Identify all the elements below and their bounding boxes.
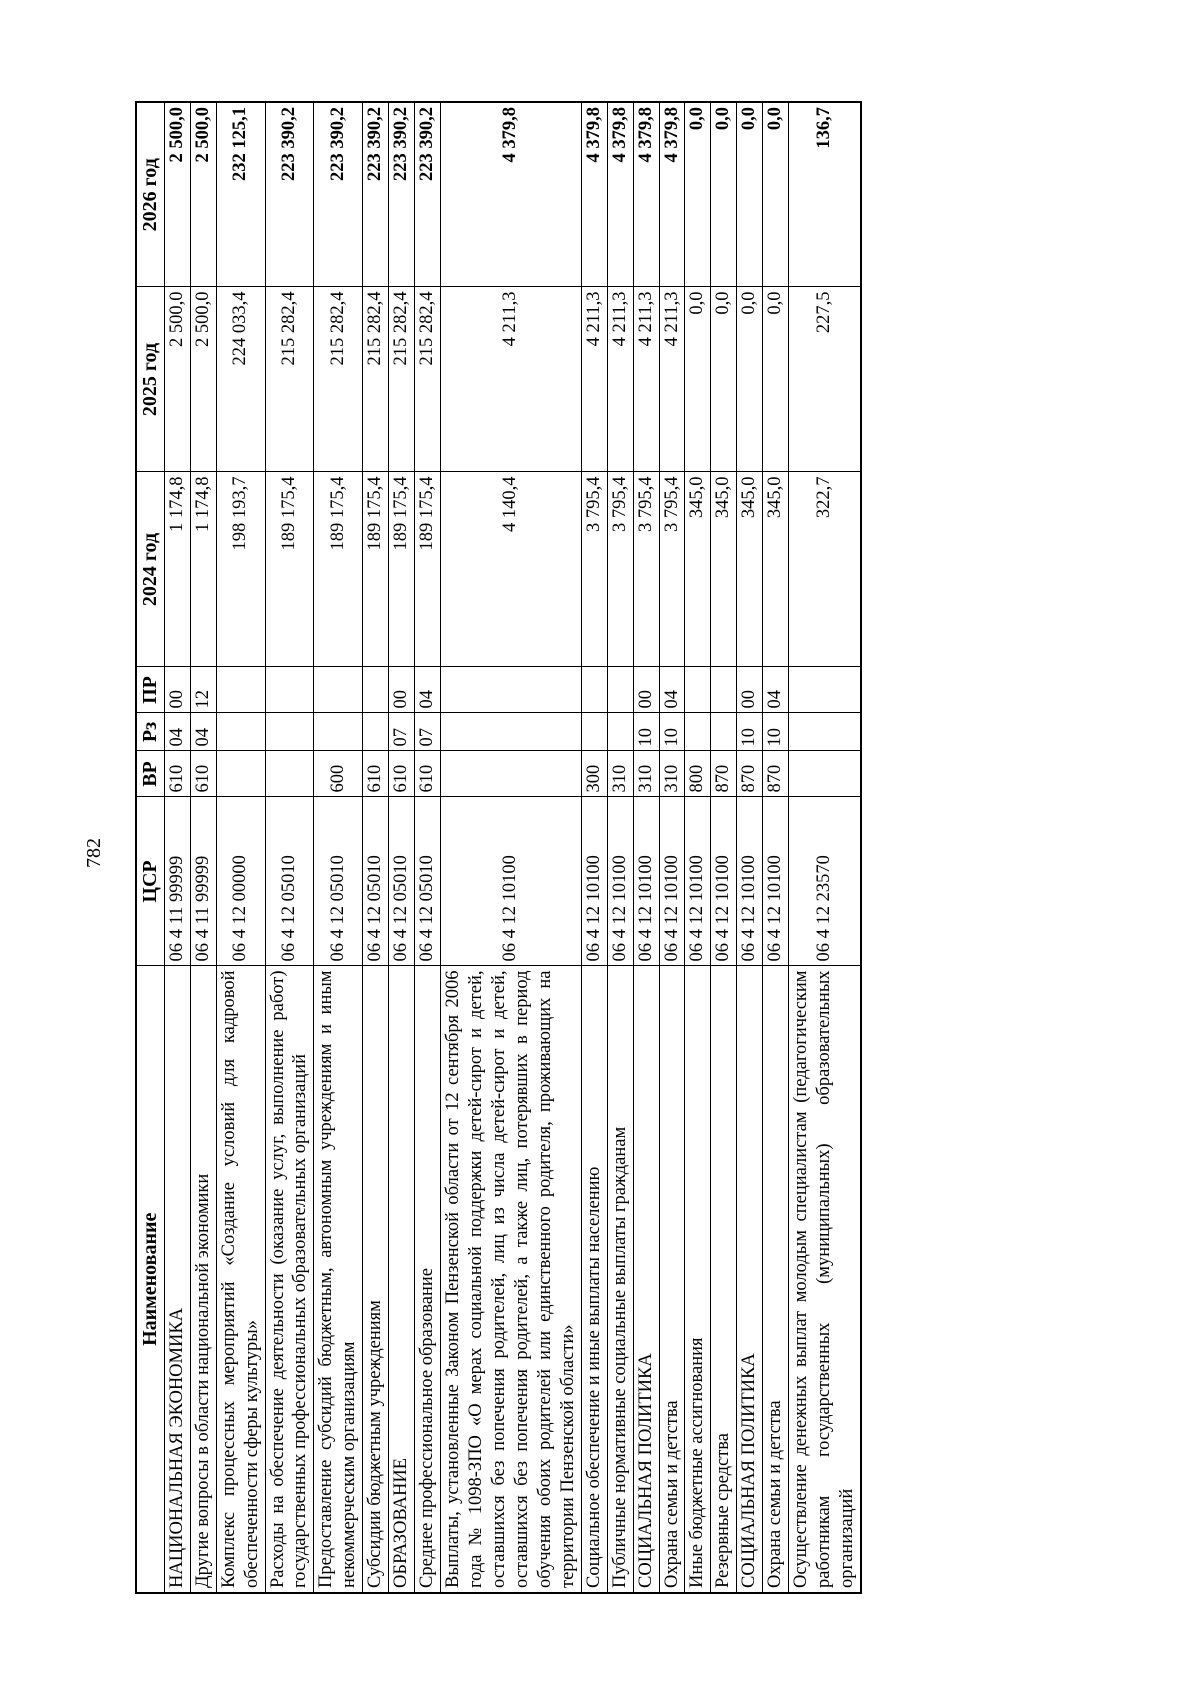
vr-cell: 310 xyxy=(659,751,685,797)
year-2026-cell: 136,7 xyxy=(789,102,861,287)
vr-cell: 300 xyxy=(581,751,607,797)
rz-cell xyxy=(363,713,389,751)
name-cell: Иные бюджетные ассигнования xyxy=(685,966,711,1593)
table-row xyxy=(415,102,441,1593)
table-row xyxy=(314,102,363,1593)
vr-cell: 610 xyxy=(389,751,415,797)
name-cell: Другие вопросы в области национальной экономики xyxy=(190,966,216,1593)
vr-cell xyxy=(265,751,314,797)
name-cell: Среднее профессиональное образование xyxy=(415,966,441,1593)
year-2026-cell: 232 125,1 xyxy=(216,102,265,287)
year-2024-cell: 3 795,4 xyxy=(633,472,659,667)
year-2025-cell: 4 211,3 xyxy=(633,287,659,472)
vr-cell: 610 xyxy=(363,751,389,797)
year-2025-cell: 215 282,4 xyxy=(389,287,415,472)
pr-cell xyxy=(581,667,607,713)
pr-cell xyxy=(265,667,314,713)
table-row xyxy=(659,102,685,1593)
rz-cell: 04 xyxy=(164,713,190,751)
year-2024-cell: 1 174,8 xyxy=(164,472,190,667)
year-2026-cell: 223 390,2 xyxy=(415,102,441,287)
csr-cell: 06 4 12 10100 xyxy=(607,797,633,966)
name-cell: Публичные нормативные социальные выплаты гражданам xyxy=(607,966,633,1593)
vr-cell: 600 xyxy=(314,751,363,797)
header-2025: 2025 год xyxy=(136,287,164,472)
header-pr: ПР xyxy=(136,667,164,713)
header-csr: ЦСР xyxy=(136,797,164,966)
name-cell: СОЦИАЛЬНАЯ ПОЛИТИКА xyxy=(633,966,659,1593)
name-cell: Выплаты, установленные Законом Пензенской области от 12 сентября 2006 года № 1098-ЗПО «О мерах социальной поддержки детей-сирот и детей, оставшихся без попечения родителей, лиц из числа детей-сирот и детей, оставшихся без попечения родителей, а также лиц, потерявших в период обучения обоих родителей или единственного родителя, проживающих на территории Пензенской области» xyxy=(441,966,582,1593)
pr-cell xyxy=(789,667,861,713)
pr-cell xyxy=(607,667,633,713)
vr-cell xyxy=(441,751,582,797)
vr-cell: 800 xyxy=(685,751,711,797)
table-row xyxy=(190,102,216,1593)
table-row xyxy=(789,102,861,1593)
rz-cell: 04 xyxy=(190,713,216,751)
pr-cell: 04 xyxy=(415,667,441,713)
pr-cell: 12 xyxy=(190,667,216,713)
year-2024-cell: 345,0 xyxy=(737,472,763,667)
rz-cell: 10 xyxy=(659,713,685,751)
csr-cell: 06 4 12 10100 xyxy=(711,797,737,966)
name-cell: НАЦИОНАЛЬНАЯ ЭКОНОМИКА xyxy=(164,966,190,1593)
rz-cell: 10 xyxy=(633,713,659,751)
rotated-table-wrapper xyxy=(135,103,862,1594)
year-2025-cell: 2 500,0 xyxy=(190,287,216,472)
vr-cell: 870 xyxy=(763,751,789,797)
year-2026-cell: 0,0 xyxy=(737,102,763,287)
csr-cell: 06 4 12 10100 xyxy=(633,797,659,966)
csr-cell: 06 4 12 10100 xyxy=(581,797,607,966)
table-row xyxy=(685,102,711,1593)
year-2025-cell: 0,0 xyxy=(737,287,763,472)
csr-cell: 06 4 12 23570 xyxy=(789,797,861,966)
csr-cell: 06 4 11 99999 xyxy=(190,797,216,966)
name-cell: Предоставление субсидий бюджетным, автономным учреждениям и иным некоммерческим организациям xyxy=(314,966,363,1593)
year-2024-cell: 189 175,4 xyxy=(363,472,389,667)
header-vr: ВР xyxy=(136,751,164,797)
year-2026-cell: 4 379,8 xyxy=(581,102,607,287)
name-cell: Расходы на обеспечение деятельности (оказание услуг, выполнение работ) государственных профессиональных образовательных организаций xyxy=(265,966,314,1593)
year-2026-cell: 4 379,8 xyxy=(441,102,582,287)
name-cell: Осуществление денежных выплат молодым специалистам (педагогическим работникам государственных (муниципальных) образовательных организаций xyxy=(789,966,861,1593)
page-number: 782 xyxy=(83,838,105,868)
pr-cell: 00 xyxy=(737,667,763,713)
table-row xyxy=(265,102,314,1593)
year-2026-cell: 0,0 xyxy=(685,102,711,287)
rz-cell xyxy=(685,713,711,751)
year-2026-cell: 223 390,2 xyxy=(363,102,389,287)
header-name: Наименование xyxy=(136,966,164,1593)
rz-cell xyxy=(265,713,314,751)
pr-cell xyxy=(441,667,582,713)
year-2025-cell: 0,0 xyxy=(763,287,789,472)
year-2025-cell: 227,5 xyxy=(789,287,861,472)
year-2024-cell: 345,0 xyxy=(711,472,737,667)
name-cell: Комплекс процессных мероприятий «Создание условий для кадровой обеспеченности сферы культуры» xyxy=(216,966,265,1593)
year-2026-cell: 0,0 xyxy=(763,102,789,287)
year-2026-cell: 2 500,0 xyxy=(164,102,190,287)
table-row xyxy=(711,102,737,1593)
year-2024-cell: 345,0 xyxy=(685,472,711,667)
year-2024-cell: 189 175,4 xyxy=(415,472,441,667)
table-row xyxy=(363,102,389,1593)
year-2026-cell: 2 500,0 xyxy=(190,102,216,287)
vr-cell: 870 xyxy=(737,751,763,797)
rz-cell: 10 xyxy=(763,713,789,751)
name-cell: Субсидии бюджетным учреждениям xyxy=(363,966,389,1593)
vr-cell: 610 xyxy=(190,751,216,797)
csr-cell: 06 4 12 10100 xyxy=(685,797,711,966)
rz-cell xyxy=(607,713,633,751)
rz-cell xyxy=(789,713,861,751)
rz-cell xyxy=(314,713,363,751)
year-2024-cell: 1 174,8 xyxy=(190,472,216,667)
year-2024-cell: 3 795,4 xyxy=(659,472,685,667)
csr-cell: 06 4 12 05010 xyxy=(265,797,314,966)
rz-cell xyxy=(216,713,265,751)
year-2024-cell: 189 175,4 xyxy=(314,472,363,667)
year-2024-cell: 3 795,4 xyxy=(581,472,607,667)
year-2024-cell: 3 795,4 xyxy=(607,472,633,667)
year-2024-cell: 198 193,7 xyxy=(216,472,265,667)
table-body xyxy=(164,102,861,1593)
header-2024: 2024 год xyxy=(136,472,164,667)
table-row xyxy=(164,102,190,1593)
pr-cell: 04 xyxy=(659,667,685,713)
rz-cell: 10 xyxy=(737,713,763,751)
name-cell: Социальное обеспечение и иные выплаты населению xyxy=(581,966,607,1593)
year-2026-cell: 4 379,8 xyxy=(659,102,685,287)
year-2025-cell: 215 282,4 xyxy=(415,287,441,472)
csr-cell: 06 4 12 10100 xyxy=(659,797,685,966)
table-row xyxy=(389,102,415,1593)
vr-cell: 610 xyxy=(415,751,441,797)
year-2025-cell: 215 282,4 xyxy=(314,287,363,472)
table-row xyxy=(737,102,763,1593)
csr-cell: 06 4 12 10100 xyxy=(763,797,789,966)
budget-table xyxy=(135,101,862,1594)
csr-cell: 06 4 12 00000 xyxy=(216,797,265,966)
csr-cell: 06 4 12 05010 xyxy=(415,797,441,966)
csr-cell: 06 4 12 05010 xyxy=(389,797,415,966)
year-2025-cell: 2 500,0 xyxy=(164,287,190,472)
year-2024-cell: 189 175,4 xyxy=(389,472,415,667)
csr-cell: 06 4 12 05010 xyxy=(314,797,363,966)
table-row xyxy=(763,102,789,1593)
year-2024-cell: 4 140,4 xyxy=(441,472,582,667)
year-2026-cell: 223 390,2 xyxy=(389,102,415,287)
table-row xyxy=(441,102,582,1593)
rz-cell xyxy=(441,713,582,751)
year-2025-cell: 0,0 xyxy=(711,287,737,472)
csr-cell: 06 4 12 10100 xyxy=(441,797,582,966)
name-cell: СОЦИАЛЬНАЯ ПОЛИТИКА xyxy=(737,966,763,1593)
year-2026-cell: 4 379,8 xyxy=(633,102,659,287)
pr-cell xyxy=(216,667,265,713)
table-row xyxy=(607,102,633,1593)
csr-cell: 06 4 12 05010 xyxy=(363,797,389,966)
year-2026-cell: 0,0 xyxy=(711,102,737,287)
pr-cell xyxy=(314,667,363,713)
csr-cell: 06 4 12 10100 xyxy=(737,797,763,966)
year-2025-cell: 4 211,3 xyxy=(659,287,685,472)
table-row xyxy=(581,102,607,1593)
header-2026: 2026 год xyxy=(136,102,164,287)
year-2025-cell: 224 033,4 xyxy=(216,287,265,472)
year-2026-cell: 223 390,2 xyxy=(314,102,363,287)
year-2026-cell: 4 379,8 xyxy=(607,102,633,287)
table-row xyxy=(633,102,659,1593)
table-row xyxy=(216,102,265,1593)
name-cell: Охрана семьи и детства xyxy=(763,966,789,1593)
pr-cell xyxy=(363,667,389,713)
year-2025-cell: 215 282,4 xyxy=(363,287,389,472)
year-2024-cell: 345,0 xyxy=(763,472,789,667)
pr-cell: 04 xyxy=(763,667,789,713)
year-2025-cell: 4 211,3 xyxy=(607,287,633,472)
name-cell: ОБРАЗОВАНИЕ xyxy=(389,966,415,1593)
rz-cell xyxy=(711,713,737,751)
name-cell: Охрана семьи и детства xyxy=(659,966,685,1593)
year-2026-cell: 223 390,2 xyxy=(265,102,314,287)
vr-cell xyxy=(216,751,265,797)
year-2025-cell: 215 282,4 xyxy=(265,287,314,472)
pr-cell: 00 xyxy=(633,667,659,713)
year-2025-cell: 0,0 xyxy=(685,287,711,472)
vr-cell: 870 xyxy=(711,751,737,797)
year-2024-cell: 189 175,4 xyxy=(265,472,314,667)
pr-cell: 00 xyxy=(164,667,190,713)
vr-cell xyxy=(789,751,861,797)
vr-cell: 310 xyxy=(607,751,633,797)
csr-cell: 06 4 11 99999 xyxy=(164,797,190,966)
year-2024-cell: 322,7 xyxy=(789,472,861,667)
pr-cell: 00 xyxy=(389,667,415,713)
year-2025-cell: 4 211,3 xyxy=(581,287,607,472)
vr-cell: 610 xyxy=(164,751,190,797)
rz-cell xyxy=(581,713,607,751)
pr-cell xyxy=(711,667,737,713)
year-2025-cell: 4 211,3 xyxy=(441,287,582,472)
table-header-row xyxy=(136,102,164,1593)
rz-cell: 07 xyxy=(415,713,441,751)
header-rz: Рз xyxy=(136,713,164,751)
pr-cell xyxy=(685,667,711,713)
vr-cell: 310 xyxy=(633,751,659,797)
rz-cell: 07 xyxy=(389,713,415,751)
name-cell: Резервные средства xyxy=(711,966,737,1593)
